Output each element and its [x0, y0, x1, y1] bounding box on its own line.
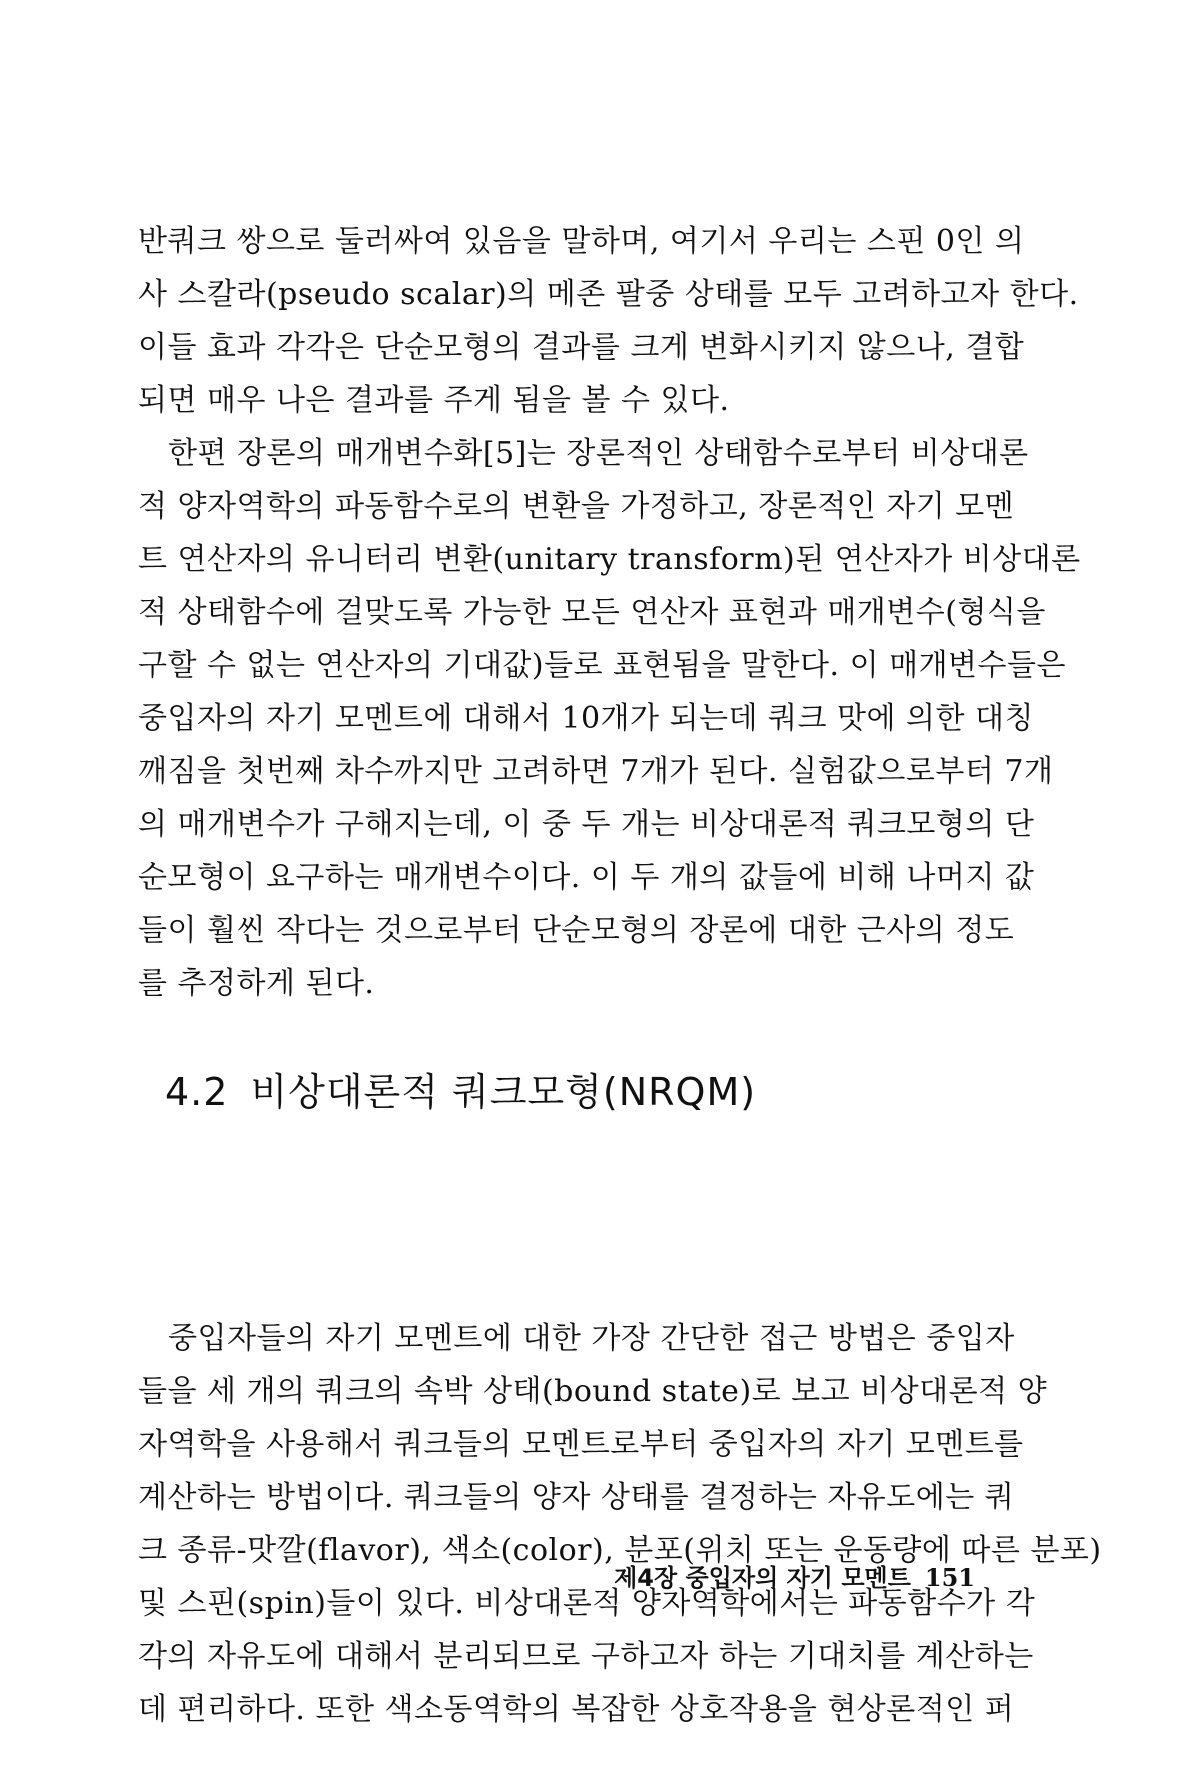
section-number: 4.2 — [165, 1069, 229, 1114]
text-line: 크 종류-맛깔(flavor), 색소(color), 분포(위치 또는 운동량에 따른 분포) — [138, 1533, 1102, 1568]
text-line: 및 스핀(spin)들이 있다. 비상대론적 양자역학에서는 파동함수가 각 — [138, 1586, 1036, 1621]
chapter-title: 제4장 중입자의 자기 모멘트 — [614, 1564, 911, 1592]
text-line: 데 편리하다. 또한 색소동역학의 복잡한 상호작용을 현상론적인 퍼 — [138, 1692, 1015, 1727]
page-footer — [614, 1560, 975, 1596]
text-line: 적 양자역학의 파동함수로의 변환을 가정하고, 장론적인 자기 모멘 — [138, 489, 1015, 524]
section-title: 비상대론적 쿼크모형(NRQM) — [250, 1069, 757, 1114]
text-line: 중입자들의 자기 모멘트에 대한 가장 간단한 접근 방법은 중입자 — [168, 1321, 1015, 1356]
text-line: 구할 수 없는 연산자의 기대값)들로 표현됨을 말한다. 이 매개변수들은 — [138, 648, 1066, 683]
body-text-bottom — [138, 1312, 1102, 1736]
text-line: 를 추정하게 된다. — [138, 966, 375, 1001]
text-line: 각의 자유도에 대해서 분리되므로 구하고자 하는 기대치를 계산하는 — [138, 1639, 1034, 1674]
text-line: 계산하는 방법이다. 쿼크들의 양자 상태를 결정하는 자유도에는 쿼 — [138, 1480, 1015, 1515]
text-line: 의 매개변수가 구해지는데, 이 중 두 개는 비상대론적 쿼크모형의 단 — [138, 807, 1035, 842]
text-line: 들을 세 개의 쿼크의 속박 상태(bound state)로 보고 비상대론적 양 — [138, 1374, 1048, 1409]
text-line: 되면 매우 나은 결과를 주게 됨을 볼 수 있다. — [138, 383, 730, 418]
body-text-top — [138, 215, 1081, 1010]
text-line: 자역학을 사용해서 쿼크들의 모멘트로부터 중입자의 자기 모멘트를 — [138, 1427, 1024, 1462]
text-line: 들이 훨씬 작다는 것으로부터 단순모형의 장론에 대한 근사의 정도 — [138, 913, 1015, 948]
text-line: 트 연산자의 유니터리 변환(unitary transform)된 연산자가 비상대론 — [138, 542, 1081, 577]
text-line: 적 상태함수에 걸맞도록 가능한 모든 연산자 표현과 매개변수(형식을 — [138, 595, 1046, 630]
text-line: 한편 장론의 매개변수화[5]는 장론적인 상태함수로부터 비상대론 — [168, 436, 1029, 471]
text-line: 사 스칼라(pseudo scalar)의 메존 팔중 상태를 모두 고려하고자 한다. — [138, 277, 1079, 312]
section-heading — [165, 1062, 756, 1122]
text-line: 반쿼크 쌍으로 둘러싸여 있음을 말하며, 여기서 우리는 스핀 0인 의 — [138, 224, 1025, 259]
text-line: 중입자의 자기 모멘트에 대해서 10개가 되는데 쿼크 맛에 의한 대칭 — [138, 701, 1034, 736]
text-line: 순모형이 요구하는 매개변수이다. 이 두 개의 값들에 비해 나머지 값 — [138, 860, 1035, 895]
text-line: 이들 효과 각각은 단순모형의 결과를 크게 변화시키지 않으나, 결합 — [138, 330, 1025, 365]
text-line: 깨짐을 첫번째 차수까지만 고려하면 7개가 된다. 실험값으로부터 7개 — [138, 754, 1054, 789]
page-number: 151 — [924, 1563, 975, 1592]
